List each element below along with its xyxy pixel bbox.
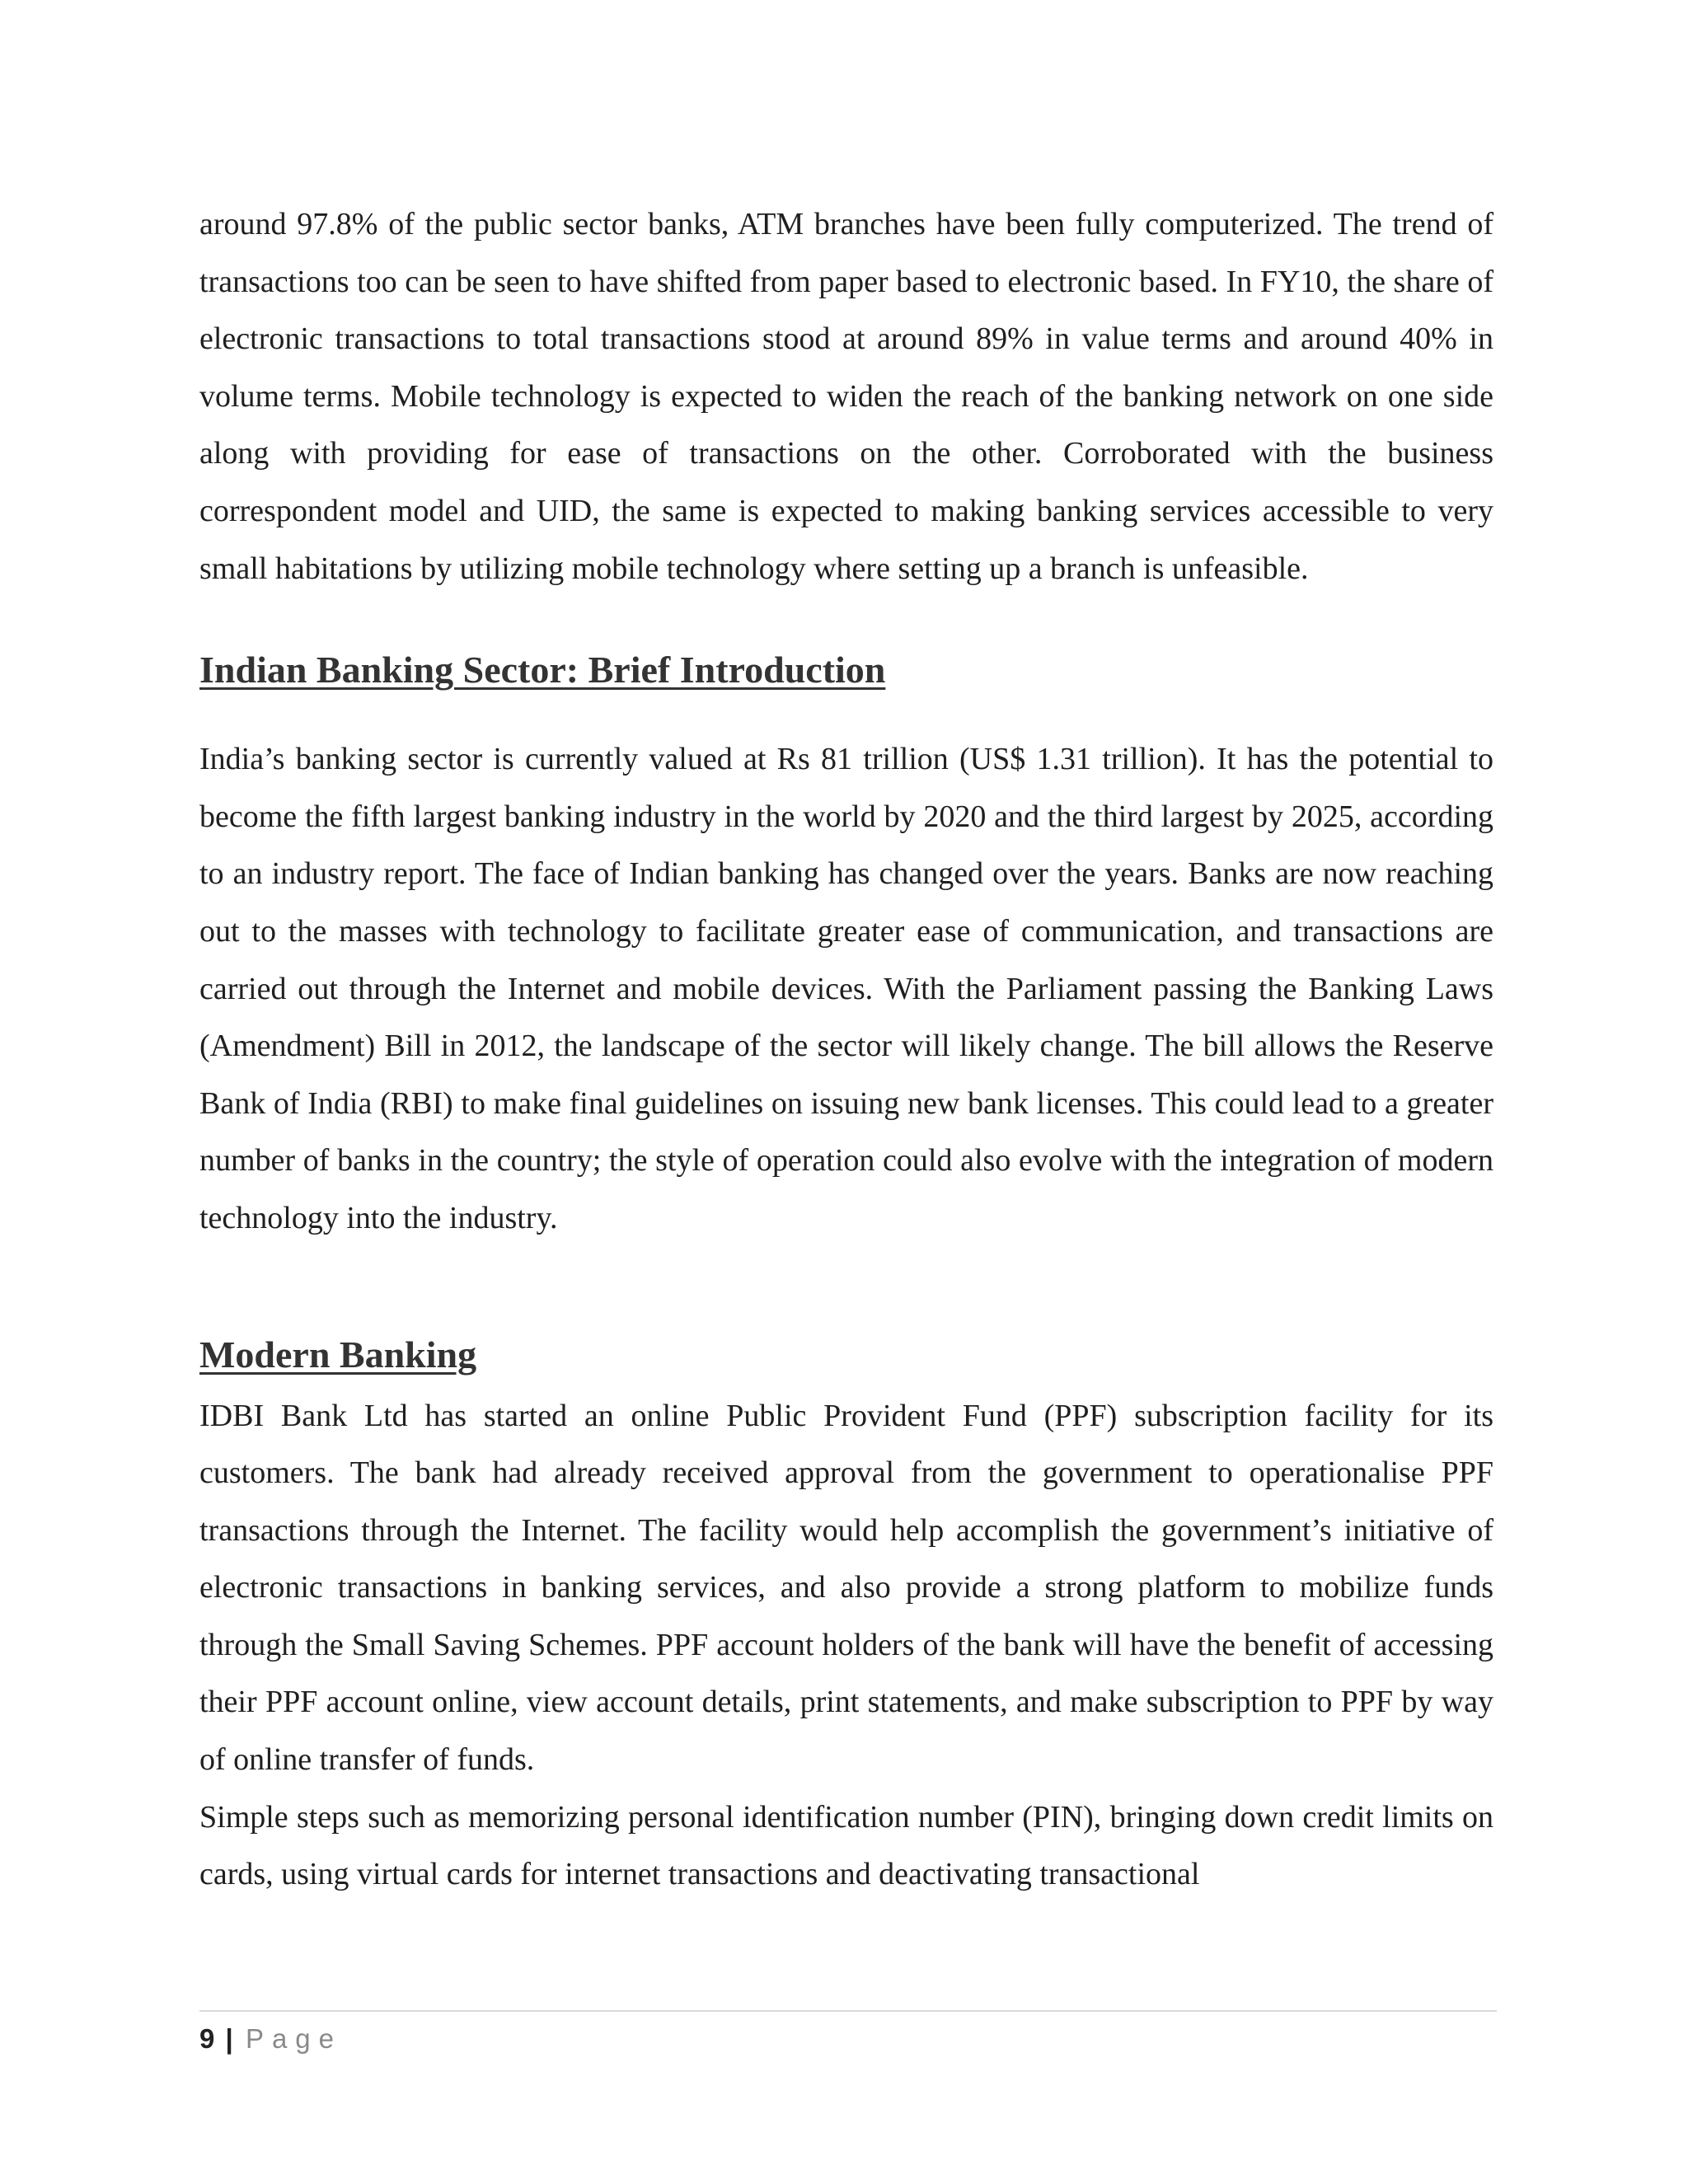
intro-paragraph: around 97.8% of the public sector banks, ATM branches have been fully computerized. The trend of transactions too can be seen to have shifted from paper based to electronic based. In FY10, the share of electronic transactions to total transactions stood at around 89% in value terms and around 40% in volume terms. Mobile technology is expected to widen the reach of the banking network on one side along with providing for ease of transactions on the other. Corroborated with the business correspondent model and UID, the same is expected to making banking services accessible to very small habitations by utilizing mobile technology where setting up a branch is unfeasible.	[199, 207, 1493, 586]
page-number: 9	[199, 2023, 215, 2054]
modern-banking-paragraph-2: Simple steps such as memorizing personal identification number (PIN), bringing down credit limits on cards, using virtual cards for internet transactions and deactivating transactional	[199, 1799, 1493, 1892]
page-label: Page	[245, 2023, 343, 2054]
modern-banking-paragraph-1: IDBI Bank Ltd has started an online Public Provident Fund (PPF) subscription facility for its customers. The bank had already received approval from the government to operationalise PPF transactions through the Internet. The facility would help accomplish the government’s initiative of electronic transactions in banking services, and also provide a strong platform to mobilize funds through the Small Saving Schemes. PPF account holders of the bank will have the benefit of accessing their PPF account online, view account details, print statements, and make subscription to PPF by way of online transfer of funds.	[199, 1398, 1493, 1778]
section-heading-brief-introduction: Indian Banking Sector: Brief Introduction	[199, 649, 886, 691]
brief-introduction-paragraph: India’s banking sector is currently valued at Rs 81 trillion (US$ 1.31 trillion). It has the potential to become the fifth largest banking industry in the world by 2020 and the third largest by 2025, according to an industry report. The face of Indian banking has changed over the years. Banks are now reaching out to the masses with technology to facilitate greater ease of communication, and transactions are carried out through the Internet and mobile devices. With the Parliament passing the Banking Laws (Amendment) Bill in 2012, the landscape of the sector will likely change. The bill allows the Reserve Bank of India (RBI) to make final guidelines on issuing new bank licenses. This could lead to a greater number of banks in the country; the style of operation could also evolve with the integration of modern technology into the industry.	[199, 742, 1493, 1235]
section-heading-modern-banking: Modern Banking	[199, 1333, 477, 1376]
page-footer	[199, 2010, 1497, 2055]
footer-separator: |	[225, 2023, 233, 2054]
document-page	[199, 196, 1493, 1904]
